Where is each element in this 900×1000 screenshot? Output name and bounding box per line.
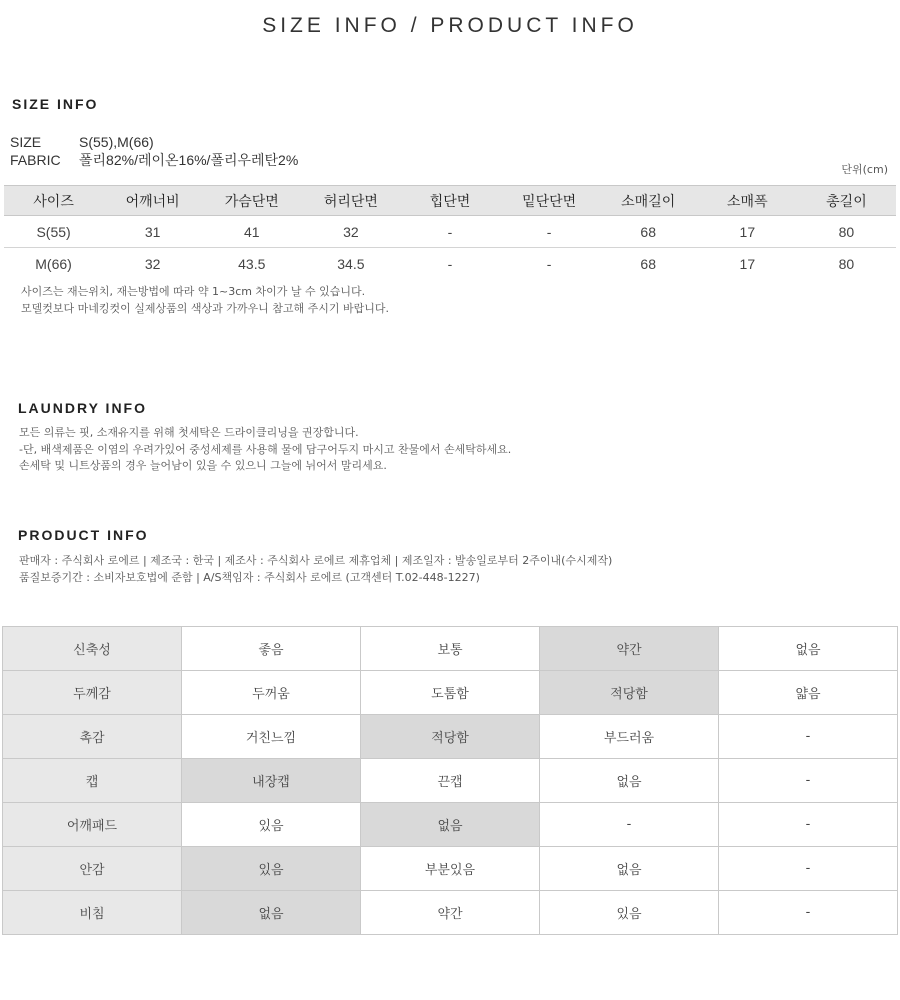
column-header: 소매폭 [698,186,797,216]
size-spec [10,134,154,150]
feel-option: - [719,715,898,759]
laundry-line: -단, 배색제품은 이염의 우려가있어 중성세제를 사용해 물에 담구어두지 마시고 찬물에서 손세탁하세요. [19,442,512,456]
feel-option: - [719,759,898,803]
product-line: 판매자 : 주식회사 로에르 | 제조국 : 한국 | 제조사 : 주식회사 로에르 제휴업체 | 제조일자 : 발송일로부터 2주이내(수시제작) [19,554,613,567]
fabric-feel-table [2,626,898,935]
feel-option: - [719,891,898,935]
size-table-header-row [4,186,896,216]
feel-option-selected: 없음 [361,803,540,847]
table-cell: 34.5 [337,255,365,272]
feel-option: 보통 [361,627,540,671]
table-cell: - [400,216,499,248]
feel-option: 끈캡 [361,759,540,803]
feel-row-label: 신축성 [3,627,182,671]
laundry-info-heading: LAUNDRY INFO [18,400,147,416]
feel-option-selected: 적당함 [361,715,540,759]
column-header: 힙단면 [400,186,499,216]
fabric-label: FABRIC [10,152,61,168]
table-cell: 17 [698,216,797,248]
fabric-spec [10,150,298,170]
unit-label: 단위(cm) [841,163,888,176]
feel-option: 없음 [540,759,719,803]
table-cell: M(66) [35,255,72,272]
feel-option-selected: 있음 [182,847,361,891]
laundry-line: 손세탁 및 니트상품의 경우 늘어남이 있을 수 있으니 그늘에 뉘어서 말리세요. [19,459,387,472]
table-row [3,715,898,759]
table-cell: - [500,216,599,248]
table-row [3,671,898,715]
feel-option: 얇음 [719,671,898,715]
table-cell: 32 [301,216,400,248]
feel-option: 좋음 [182,627,361,671]
table-cell: 80 [797,216,896,248]
feel-row-label: 캡 [3,759,182,803]
product-info-heading: PRODUCT INFO [18,527,149,543]
table-cell: 68 [599,216,698,248]
feel-option: 약간 [361,891,540,935]
feel-option-selected: 약간 [540,627,719,671]
size-notes [21,284,389,317]
page-title: SIZE INFO / PRODUCT INFO [262,14,638,37]
column-header: 가슴단면 [202,186,301,216]
column-header: 소매길이 [599,186,698,216]
table-cell: 17 [739,255,756,272]
size-label: SIZE [10,134,42,150]
table-cell: 68 [640,255,656,272]
table-cell: 32 [144,255,161,272]
product-notes [19,553,612,586]
size-table [4,185,896,280]
feel-row-label: 안감 [3,847,182,891]
table-row [4,216,896,248]
note-line: 모델컷보다 마네킹컷이 실제상품의 색상과 가까우니 참고해 주시기 바랍니다. [21,301,390,315]
table-row [3,803,898,847]
column-header: 총길이 [797,186,896,216]
feel-option: - [540,803,719,847]
feel-row-label: 촉감 [3,715,182,759]
laundry-line: 모든 의류는 핏, 소재유지를 위해 첫세탁은 드라이클리닝을 권장합니다. [19,426,359,439]
feel-option: 있음 [540,891,719,935]
feel-option: - [719,803,898,847]
feel-row-label: 두께감 [3,671,182,715]
size-info-heading: SIZE INFO [12,96,99,112]
column-header: 허리단면 [301,186,400,216]
table-cell: 43.5 [238,255,266,272]
feel-option: 거친느낌 [182,715,361,759]
feel-option: 두꺼움 [182,671,361,715]
table-cell: 80 [838,255,855,272]
product-line: 품질보증기간 : 소비자보호법에 준함 | A/S책임자 : 주식회사 로에르 (고객센터 T.02-448-1227) [19,570,480,584]
feel-option: 없음 [540,847,719,891]
feel-option: 없음 [719,627,898,671]
feel-option: 도톰함 [361,671,540,715]
table-row [3,891,898,935]
feel-option: 부분있음 [361,847,540,891]
feel-row-label: 어깨패드 [3,803,182,847]
fabric-value: 폴리82%/레이온16%/폴리우레탄2% [79,152,299,168]
table-cell: 41 [202,216,301,248]
size-value: S(55),M(66) [79,134,154,150]
table-row [3,627,898,671]
table-row [4,248,896,280]
table-row [3,847,898,891]
feel-row-label: 비침 [3,891,182,935]
feel-option: 있음 [182,803,361,847]
feel-option: 부드러움 [540,715,719,759]
table-cell: S(55) [4,216,103,248]
feel-option-selected: 적당함 [540,671,719,715]
laundry-notes [19,425,511,475]
feel-option-selected: 내장캡 [182,759,361,803]
column-header: 어깨너비 [103,186,202,216]
column-header: 밑단단면 [500,186,599,216]
feel-option-selected: 없음 [182,891,361,935]
table-cell: - [546,255,552,272]
column-header: 사이즈 [4,186,103,216]
feel-option: - [719,847,898,891]
table-row [3,759,898,803]
table-cell: 31 [103,216,202,248]
table-cell: - [447,255,453,272]
note-line: 사이즈는 재는위치, 재는방법에 따라 약 1~3cm 차이가 날 수 있습니다. [21,285,366,298]
